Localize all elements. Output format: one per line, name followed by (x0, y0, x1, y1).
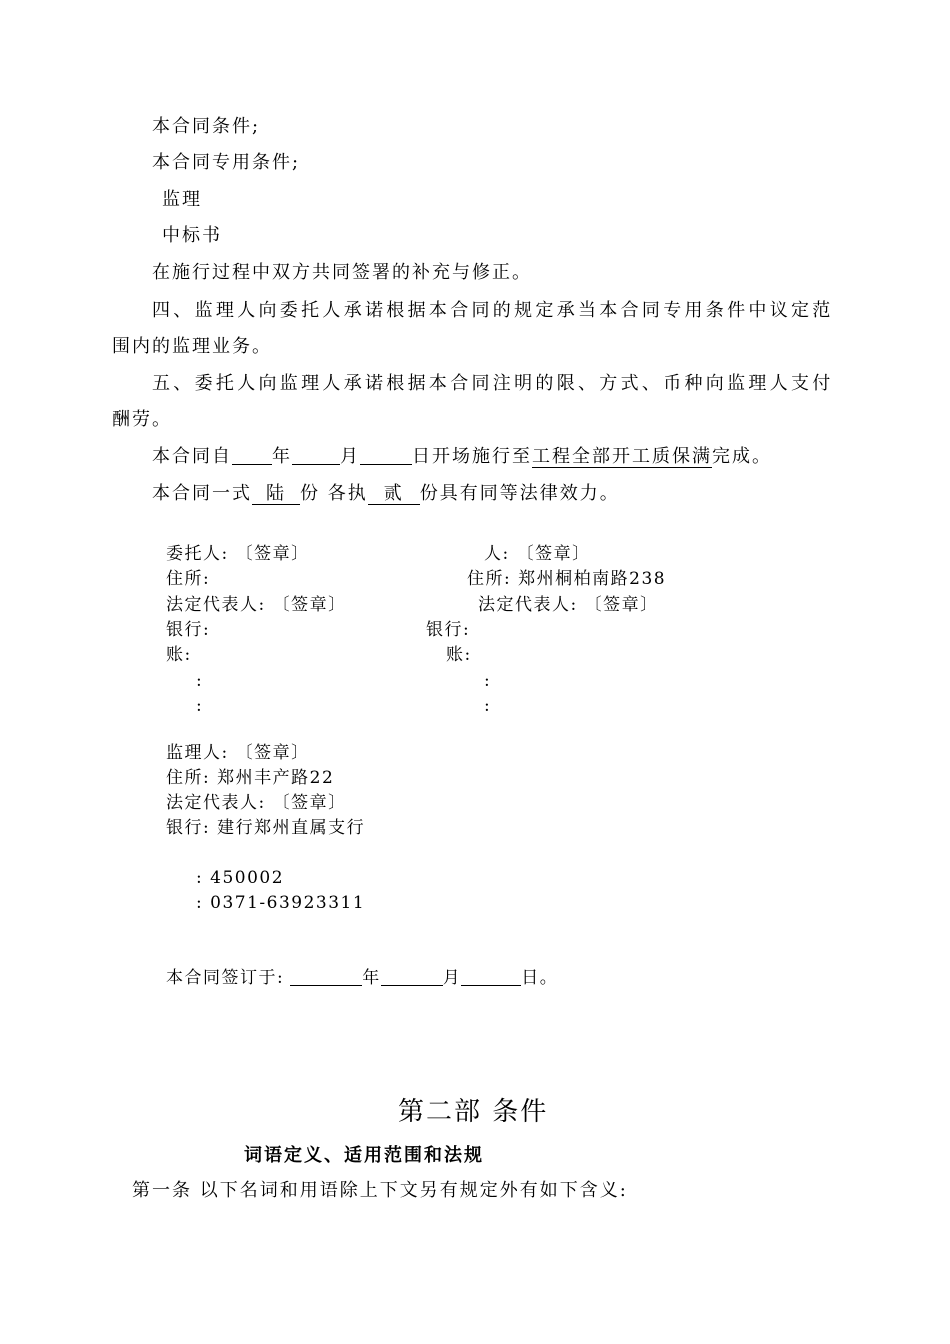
client-bank: 银行: (166, 620, 211, 640)
signed-year-label: 年 (362, 968, 381, 988)
supervisor-bank: 银行: 建行郑州直属支行 (166, 818, 366, 838)
line-special-conditions: 本合同专用条件; (152, 152, 301, 173)
copies-prefix: 本合同一式 (152, 483, 252, 504)
client-sign: 委托人: 〔签章〕 (166, 544, 310, 564)
supervisor-sign: 监理人: 〔签章〕 (166, 743, 310, 763)
term-until: 工程全部开工质保满 (532, 446, 712, 467)
copies-each: 贰 (368, 483, 420, 505)
line-bid-letter: 中标书 (162, 225, 222, 246)
party-colon-2: : (484, 696, 492, 716)
clause-five-line2: 酬劳。 (112, 409, 172, 430)
line-supervision: 监理 (162, 189, 202, 210)
supervisor-rep: 法定代表人: 〔签章〕 (166, 793, 347, 813)
term-month-blank (292, 446, 340, 465)
signed-day-blank (461, 967, 521, 986)
signed-date-line (166, 967, 558, 989)
party-colon-1: : (484, 671, 492, 691)
clause-five-line1: 五、委托人向监理人承诺根据本合同注明的限、方式、币种向监理人支付 (152, 373, 834, 394)
part-title: 第二部 条件 (398, 1097, 549, 1127)
line-contract-conditions: 本合同条件; (152, 116, 261, 137)
signed-month-blank (381, 967, 443, 986)
party-sign: 人: 〔签章〕 (484, 544, 591, 564)
term-year-blank (232, 446, 272, 465)
supervisor-address: 住所: 郑州丰产路22 (166, 768, 335, 788)
article-one: 第一条 以下名词和用语除上下文另有规定外有如下含义: (132, 1180, 628, 1201)
clause-four-line2: 围内的监理业务。 (112, 336, 272, 357)
section-title: 词语定义、适用范围和法规 (244, 1145, 484, 1166)
term-month-label: 月 (340, 446, 360, 467)
copies-total: 陆 (252, 483, 300, 505)
term-suffix: 完成。 (712, 446, 772, 467)
clause-four-line1: 四、监理人向委托人承诺根据本合同的规定承当本合同专用条件中议定范 (152, 300, 834, 321)
supervisor-postcode: : 450002 (196, 868, 285, 888)
copies-unit: 份 各执 (300, 483, 368, 504)
client-account: 账: (166, 645, 192, 665)
client-address: 住所: (166, 569, 211, 589)
client-colon-2: : (196, 696, 204, 716)
term-day-label: 日开场施行至 (412, 446, 532, 467)
client-rep: 法定代表人: 〔签章〕 (166, 595, 347, 615)
signed-prefix: 本合同签订于: (166, 968, 285, 988)
term-day-blank (360, 446, 412, 465)
party-account: 账: (446, 645, 472, 665)
signed-year-blank (290, 967, 362, 986)
copies-suffix: 份具有同等法律效力。 (419, 483, 620, 504)
party-bank: 银行: (426, 620, 471, 640)
term-year-label: 年 (272, 446, 292, 467)
supervisor-phone: : 0371-63923311 (196, 893, 366, 913)
term-line (152, 446, 772, 468)
copies-line (152, 483, 620, 505)
signed-month-label: 月 (442, 968, 462, 988)
term-prefix: 本合同自 (152, 446, 232, 467)
line-amendments: 在施行过程中双方共同签署的补充与修正。 (152, 262, 532, 283)
party-address: 住所: 郑州桐柏南路238 (467, 569, 667, 589)
party-rep: 法定代表人: 〔签章〕 (478, 595, 659, 615)
signed-day-label: 日。 (521, 968, 559, 988)
client-colon-1: : (196, 671, 204, 691)
